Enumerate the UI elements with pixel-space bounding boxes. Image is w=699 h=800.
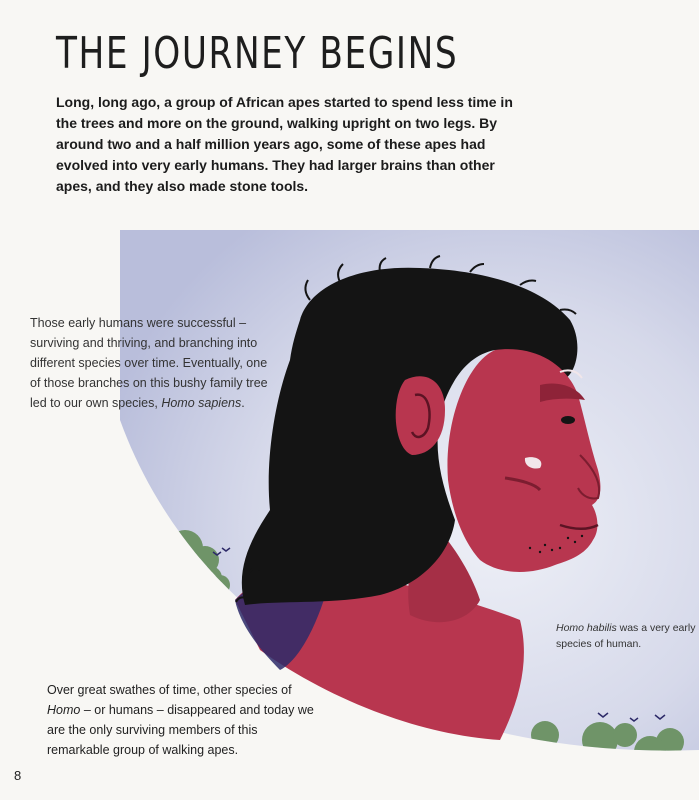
bottom-text-end: – or humans – disappeared and today we are the only surviving members of this remarkable group of walking apes. [47, 703, 314, 757]
caption-species: Homo habilis [556, 622, 617, 634]
page-number: 8 [14, 768, 22, 783]
side-paragraph [30, 313, 280, 413]
page-title: THE JOURNEY BEGINS [56, 28, 459, 79]
side-text-end: . [241, 396, 245, 410]
eye [561, 416, 575, 424]
bottom-paragraph [47, 680, 317, 760]
side-text-start: Those early humans were successful – surviving and thriving, and branching into different species over time. Eventually, one of those branches on this bushy family tree led to our own species, [30, 316, 268, 410]
genus-name: Homo [47, 703, 81, 717]
bottom-text-start: Over great swathes of time, other species of [47, 683, 292, 697]
illustration-caption [556, 620, 696, 652]
species-name: Homo sapiens [161, 396, 242, 410]
caption-text: was a very early species of human. [556, 622, 696, 650]
intro-paragraph: Long, long ago, a group of African apes started to spend less time in the trees and more on the ground, walking upright on two legs. By around two and a half million years ago, some of these apes had evolved into very early humans. They had larger brains than other apes, and they also made stone tools. [56, 94, 513, 194]
